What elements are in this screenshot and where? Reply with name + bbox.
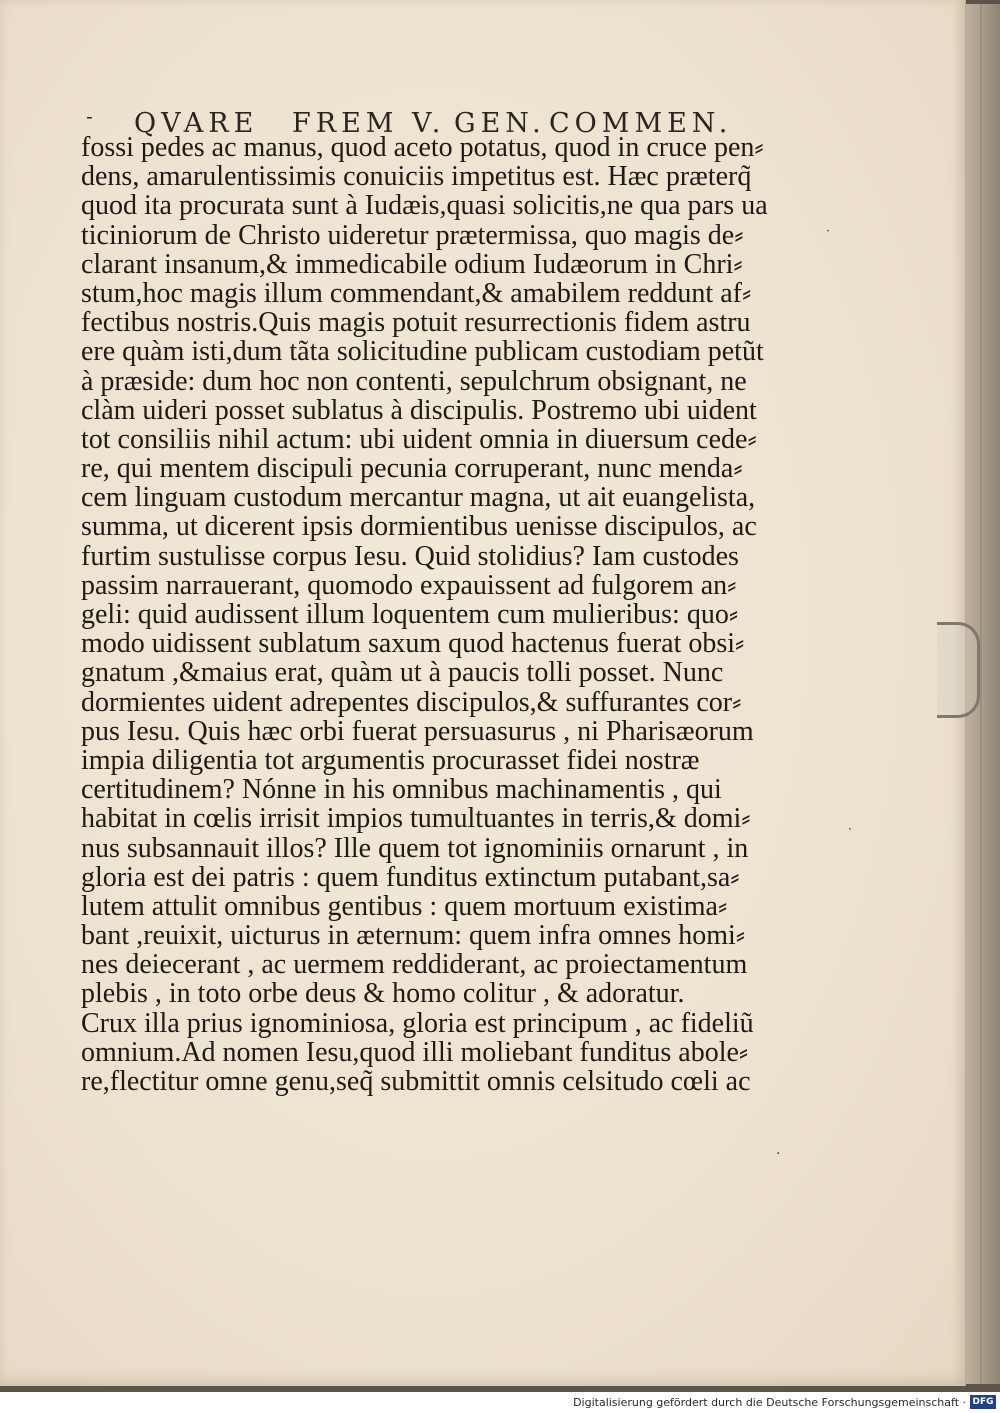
text-line: tot consiliis nihil actum: ubi uident omnia in diuersum cede⸗ [81,423,757,455]
text-line: summa, ut dicerent ipsis dormientibus uenisse discipulos, ac [81,511,757,543]
text-line: geli: quid audissent illum loquentem cum mulieribus: quo⸗ [81,599,739,630]
text-line: dormientes uident adrepentes discipulos,& suffurantes cor⸗ [81,686,742,718]
text-line: plebis , in toto orbe deus & homo colitur , & adoratur. [81,978,685,1010]
text-line: fectibus nostris.Quis magis potuit resurrectionis fidem astru [81,307,751,339]
text-line: re, qui mentem discipuli pecunia corruperant, nunc menda⸗ [81,453,743,485]
text-line: omnium.Ad nomen Iesu,quod illi moliebant funditus abole⸗ [81,1036,749,1068]
text-line: ticiniorum de Christo uideretur prætermissa, quo magis de⸗ [81,219,744,251]
text-line: cem linguam custodum mercantur magna, ut ait euangelista, [81,482,756,514]
text-line: lutem attulit omnibus gentibus : quem mortuum existima⸗ [81,890,728,922]
text-line: nes deiecerant , ac uermem reddiderant, ac proiectamentum [81,949,748,981]
running-head-part-4: COMMEN. [549,108,733,139]
ink-speck: · [848,822,852,836]
ink-speck: · [826,224,830,238]
text-line: clàm uideri posset sublatus à discipulis. Postremo ubi uident [81,394,757,426]
body-text [81,133,781,1096]
dfg-logo-icon: DFG [970,1395,996,1409]
text-line: passim narrauerant, quomodo expauissent ad fulgorem an⸗ [81,569,737,601]
text-line: ere quàm isti,dum tãta solicitudine publicam custodiam petũt [81,336,764,368]
text-line: gloria est dei patris : quem funditus extinctum putabant,sa⸗ [81,861,740,893]
text-line: re,flectitur omne genu,seq̃ submittit omnis celsitudo cœli ac [81,1066,751,1097]
text-line: furtim sustulisse corpus Iesu. Quid stolidius? Iam custodes [81,540,739,572]
running-head-part-1: QVARE [134,108,259,139]
text-line: Crux illa prius ignominiosa, gloria est principum , ac fideliũ [81,1007,754,1039]
text-line: clarant insanum,& immedicabile odium Iudæorum in Chri⸗ [81,248,743,280]
digitization-credit: Digitalisierung gefördert durch die Deutsche Forschungsgemeinschaft · [573,1396,966,1409]
text-line: modo uidissent sublatum saxum quod hactenus fuerat obsi⸗ [81,628,745,660]
text-line: gnatum ,&maius erat, quàm ut à paucis tolli posset. Nunc [81,657,724,689]
running-head-part-2: FREM V. [292,108,446,139]
text-line: impia diligentia tot argumentis procurasset fidei nostræ [81,744,700,776]
text-line: pus Iesu. Quis hæc orbi fuerat persuasurus , ni Pharisæorum [81,715,754,747]
text-line: nus subsannauit illos? Ille quem tot ignominiis ornarunt , in [81,832,749,864]
text-line: bant ,reuixit, uicturus in æternum: quem infra omnes homi⸗ [81,920,746,952]
ink-speck: · [776,1146,781,1162]
text-line: quod ita procurata sunt à Iudæis,quasi solicitis,ne qua pars ua [81,190,768,222]
running-head-part-3: GEN. [454,108,546,139]
running-head-mark: - [86,104,93,128]
text-line: stum,hoc magis illum commendant,& amabilem reddunt af⸗ [81,277,752,309]
text-line: habitat in cœlis irrisit impios tumultuantes in terris,& domi⸗ [81,803,751,835]
text-line: fossi pedes ac manus, quod aceto potatus, quod in cruce pen⸗ [81,132,764,163]
text-line: à præside: dum hoc non contenti, sepulchrum obsignant, ne [81,365,747,397]
text-line: dens, amarulentissimis conuiciis impetitus est. Hæc præterq̃ [81,161,752,193]
text-line: certitudinem? Nónne in his omnibus machinamentis , qui [81,774,722,806]
page-clip-icon [937,622,980,718]
